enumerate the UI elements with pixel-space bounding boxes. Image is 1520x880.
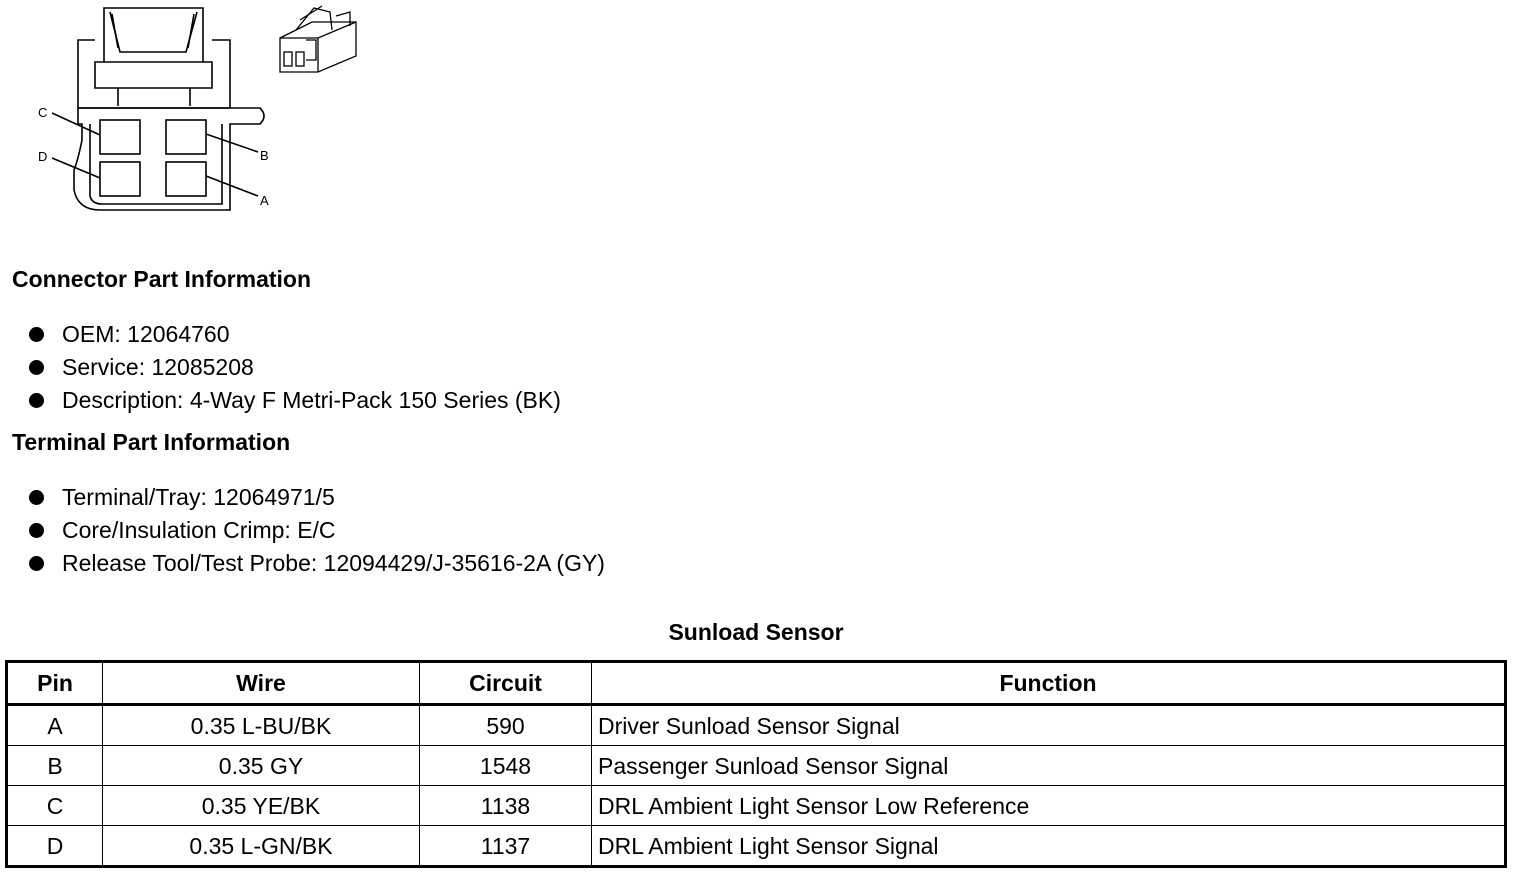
cell-function: DRL Ambient Light Sensor Low Reference xyxy=(592,786,1506,826)
cell-function: Driver Sunload Sensor Signal xyxy=(592,705,1506,746)
bullet-icon xyxy=(29,556,44,571)
list-item-text: OEM: 12064760 xyxy=(62,321,230,347)
list-item-text: Description: 4-Way F Metri-Pack 150 Series (BK) xyxy=(62,387,561,413)
pin-label-d: D xyxy=(38,149,48,164)
bullet-icon xyxy=(29,393,44,408)
header-pin: Pin xyxy=(7,662,103,705)
terminal-part-info-heading: Terminal Part Information xyxy=(12,429,291,455)
cell-pin: A xyxy=(7,705,103,746)
cell-circuit: 590 xyxy=(420,705,592,746)
table-title: Sunload Sensor xyxy=(668,619,844,645)
cell-wire: 0.35 GY xyxy=(103,746,420,786)
header-wire: Wire xyxy=(103,662,420,705)
header-function: Function xyxy=(592,662,1506,705)
cell-pin: B xyxy=(7,746,103,786)
list-item-text: Terminal/Tray: 12064971/5 xyxy=(62,484,335,510)
cell-function: Passenger Sunload Sensor Signal xyxy=(592,746,1506,786)
bullet-icon xyxy=(29,490,44,505)
list-item xyxy=(0,549,605,582)
list-item xyxy=(0,320,561,353)
pin-label-b: B xyxy=(260,148,269,163)
cell-wire: 0.35 L-GN/BK xyxy=(103,826,420,867)
table-row xyxy=(7,826,1506,867)
connector-part-info-heading: Connector Part Information xyxy=(12,266,312,292)
bullet-icon xyxy=(29,360,44,375)
list-item xyxy=(0,516,605,549)
cell-wire: 0.35 L-BU/BK xyxy=(103,705,420,746)
cell-pin: C xyxy=(7,786,103,826)
list-item-text: Release Tool/Test Probe: 12094429/J-35616-2A (GY) xyxy=(62,550,605,576)
header-circuit: Circuit xyxy=(420,662,592,705)
terminal-part-info-list xyxy=(0,483,605,582)
cell-function: DRL Ambient Light Sensor Signal xyxy=(592,826,1506,867)
list-item xyxy=(0,353,561,386)
cell-circuit: 1548 xyxy=(420,746,592,786)
cell-pin: D xyxy=(7,826,103,867)
pinout-table xyxy=(5,660,1507,868)
pin-label-a: A xyxy=(260,193,269,208)
table-header-row xyxy=(7,662,1506,705)
list-item xyxy=(0,386,561,419)
cell-circuit: 1138 xyxy=(420,786,592,826)
bullet-icon xyxy=(29,327,44,342)
cell-wire: 0.35 YE/BK xyxy=(103,786,420,826)
list-item xyxy=(0,483,605,516)
list-item-text: Service: 12085208 xyxy=(62,354,254,380)
list-item-text: Core/Insulation Crimp: E/C xyxy=(62,517,336,543)
table-row xyxy=(7,746,1506,786)
connector-part-info-list xyxy=(0,320,561,419)
cell-circuit: 1137 xyxy=(420,826,592,867)
table-row xyxy=(7,705,1506,746)
connector-diagram xyxy=(0,0,380,220)
bullet-icon xyxy=(29,523,44,538)
table-row xyxy=(7,786,1506,826)
pin-label-c: C xyxy=(38,105,48,120)
